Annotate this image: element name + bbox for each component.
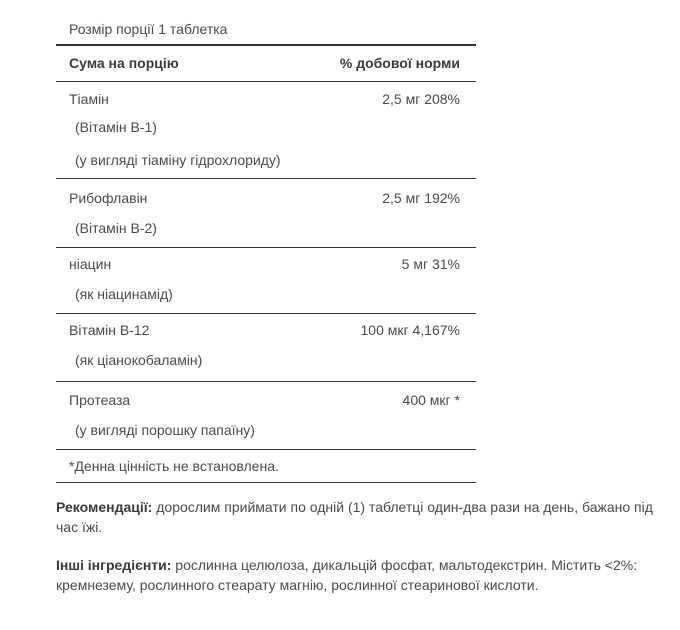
nutrient-row-protease [56,382,476,449]
nutrient-row-b12 [56,314,476,381]
other-ingredients [56,555,656,595]
recommendations [56,497,656,537]
nutrient-name: Тіамін [69,91,109,107]
nutrient-name: Вітамін B-12 [69,322,150,338]
nutrient-detail: (Вітамін B-1) [75,119,157,135]
other-ingredients-label: Інші інгредієнти: [56,557,172,573]
nutrient-detail: (у вигляді тіаміну гідрохлориду) [75,152,281,168]
table-header [56,46,476,81]
nutrient-detail: (Вітамін B-2) [75,220,157,236]
nutrient-row-riboflavin [56,179,476,247]
nutrient-name: ніацин [69,256,112,272]
footnote: *Денна цінність не встановлена. [69,458,279,474]
recommendations-label: Рекомендації: [56,499,153,515]
divider [56,482,476,483]
nutrient-name: Рибофлавін [69,190,148,206]
daily-value-header: % добової норми [339,55,460,71]
other-ingredients-text: рослинна целюлоза, дикальцій фосфат, мальтодекстрин. Містить <2%: кремнезему, рослинного стеарату магнію, рослинної стеаринової кислоти. [56,557,638,593]
nutrient-row-niacin [56,248,476,313]
recommendations-text: дорослим приймати по одній (1) таблетці один-два рази на день, бажано під час їжі. [56,499,653,535]
amount-header: Сума на порцію [69,55,179,71]
nutrient-name: Протеаза [69,392,131,408]
nutrient-row-thiamin [56,82,476,178]
nutrient-value: 2,5 мг 192% [382,190,460,206]
nutrient-value: 400 мкг * [402,392,460,408]
supplement-facts-table [56,14,476,483]
nutrient-value: 2,5 мг 208% [382,91,460,107]
nutrient-detail: (як ціанокобаламін) [75,352,203,368]
nutrient-detail: (як ніацинамід) [75,286,173,302]
nutrient-value: 5 мг 31% [401,256,460,272]
nutrient-detail: (у вигляді порошку папаїну) [75,422,255,438]
serving-size: Розмір порції 1 таблетка [69,21,228,37]
nutrient-value: 100 мкг 4,167% [360,322,460,338]
